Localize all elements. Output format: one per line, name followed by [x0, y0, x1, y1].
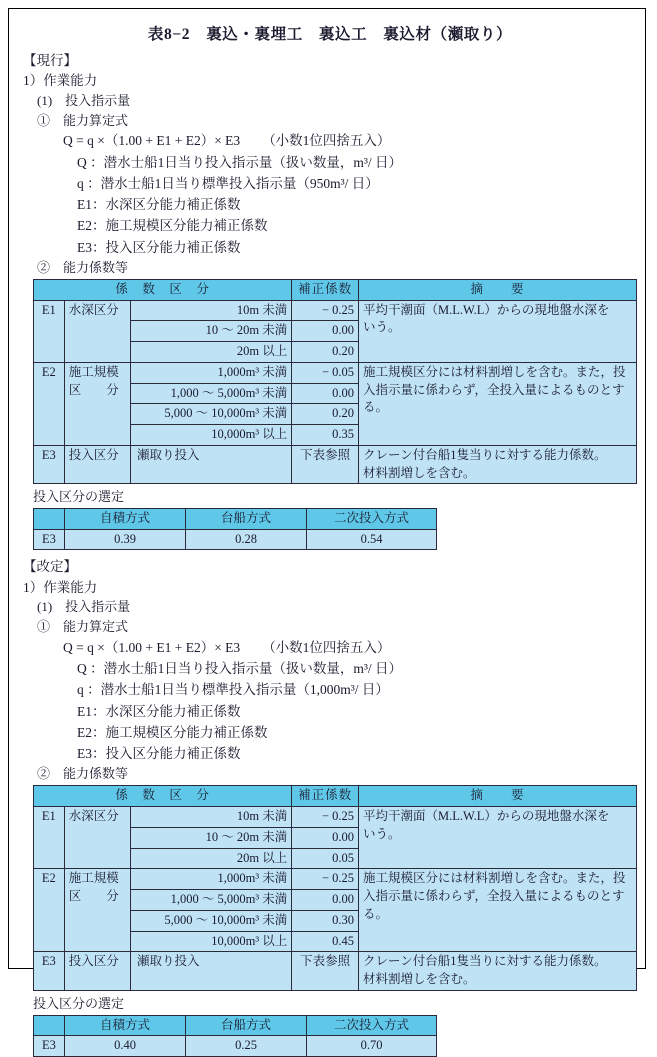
- sel-cell-code: E3: [34, 529, 65, 550]
- sel-cell-code: E3: [34, 1036, 65, 1057]
- cell-value: 0.30: [292, 910, 359, 931]
- cell-value: − 0.25: [292, 807, 359, 828]
- cell-code: E1: [34, 300, 65, 362]
- sel-col-header-barge: 台船方式: [186, 509, 307, 530]
- heading-work-capacity: 1）作業能力: [23, 579, 98, 595]
- cell-value: 0.35: [292, 425, 359, 446]
- sel-col-header-blank: [34, 509, 65, 530]
- sel-col-header-self-loading: 自積方式: [65, 509, 186, 530]
- selection-table: [33, 1015, 437, 1057]
- variable-def-q-lower: q ：潜水士船1日当り標準投入指示量（1,000m³/ 日）: [77, 682, 389, 698]
- remark-line: いう。: [363, 826, 401, 841]
- cell-range: 1,000m³ 未満: [131, 362, 292, 383]
- cell-remarks: [359, 952, 637, 991]
- table-row: [34, 529, 437, 550]
- remark-line: る。: [363, 906, 389, 921]
- coefficient-table: [33, 279, 637, 485]
- section-label: 【現行】: [23, 52, 77, 68]
- table-row: [34, 952, 637, 991]
- cell-range: 瀬取り投入: [131, 952, 292, 991]
- formula-expression: Q = q ×（1.00 + E1 + E2）× E3: [63, 639, 241, 655]
- capacity-formula: [63, 131, 637, 151]
- table-header-row: [34, 1015, 437, 1036]
- remark-line: いう。: [363, 320, 401, 335]
- heading-input-instruction: (1) 投入指示量: [37, 92, 131, 108]
- remark-line: る。: [363, 400, 389, 415]
- table-row: [34, 1036, 437, 1057]
- cell-range: 1,000m³ 未満: [131, 869, 292, 890]
- table-row: [34, 300, 637, 321]
- coefficient-table: [33, 785, 637, 991]
- cell-remarks: [359, 869, 637, 952]
- table-header-row: [34, 279, 637, 300]
- cell-remarks: [359, 445, 637, 484]
- sel-cell-value: 0.40: [65, 1036, 186, 1057]
- col-header-classification: 係 数 区 分: [34, 786, 292, 807]
- cell-value: 下表参照: [292, 952, 359, 991]
- heading-capacity-formula: ① 能力算定式: [37, 112, 129, 128]
- table-row: [34, 362, 637, 383]
- cell-value: 0.00: [292, 383, 359, 404]
- remark-line: 平均干潮面（M.L.W.L）からの現地盤水深を: [363, 809, 610, 824]
- cell-range: 20m 以上: [131, 848, 292, 869]
- formula-rounding-note: （小数1位四捨五入）: [262, 639, 391, 655]
- cell-value: − 0.25: [292, 869, 359, 890]
- cell-value: 0.00: [292, 321, 359, 342]
- cell-range: 10 〜 20m 未満: [131, 827, 292, 848]
- section-revised: [23, 557, 637, 1057]
- remark-line: 施工規模区分には材料割増しを含む。また，投: [363, 364, 626, 379]
- heading-capacity-coefficients: ② 能力係数等: [37, 259, 129, 275]
- col-header-remarks: 摘 要: [359, 279, 637, 300]
- heading-input-instruction: (1) 投入指示量: [37, 599, 131, 615]
- section-current: [23, 51, 637, 551]
- cell-kind: 水深区分: [64, 807, 130, 869]
- cell-range: 5,000 〜 10,000m³ 未満: [131, 910, 292, 931]
- col-header-remarks: 摘 要: [359, 786, 637, 807]
- remark-line: クレーン付台船1隻当りに対する能力係数。: [363, 954, 607, 969]
- formula-expression: Q = q ×（1.00 + E1 + E2）× E3: [63, 133, 241, 149]
- cell-value: 下表参照: [292, 445, 359, 484]
- cell-range: 1,000 〜 5,000m³ 未満: [131, 383, 292, 404]
- cell-code: E3: [34, 445, 65, 484]
- remark-line: クレーン付台船1隻当りに対する能力係数。: [363, 447, 607, 462]
- cell-value: 0.05: [292, 848, 359, 869]
- cell-value: − 0.25: [292, 300, 359, 321]
- kind-line: 施工規模: [68, 871, 119, 886]
- heading-capacity-coefficients: ② 能力係数等: [37, 766, 129, 782]
- formula-rounding-note: （小数1位四捨五入）: [262, 133, 391, 149]
- remark-line: 入指示量に係わらず，全投入量によるものとす: [363, 889, 625, 904]
- table-header-row: [34, 509, 437, 530]
- col-header-correction-factor: 補正係数: [292, 786, 359, 807]
- variable-def-e3: E3：投入区分能力補正係数: [77, 239, 241, 255]
- remark-line: 平均干潮面（M.L.W.L）からの現地盤水深を: [363, 302, 610, 317]
- cell-kind: 投入区分: [64, 952, 130, 991]
- sel-cell-value: 0.28: [186, 529, 307, 550]
- variable-def-e1: E1：水深区分能力補正係数: [77, 197, 241, 213]
- cell-range: 10m 未満: [131, 300, 292, 321]
- cell-value: 0.20: [292, 342, 359, 363]
- cell-value: 0.45: [292, 931, 359, 952]
- sel-col-header-barge: 台船方式: [186, 1015, 307, 1036]
- remark-line: 材料割増しを含む。: [363, 972, 476, 987]
- heading-work-capacity: 1）作業能力: [23, 73, 98, 89]
- cell-range: 20m 以上: [131, 342, 292, 363]
- variable-def-e3: E3：投入区分能力補正係数: [77, 746, 241, 762]
- sel-col-header-secondary: 二次投入方式: [307, 509, 437, 530]
- cell-kind: [64, 362, 130, 445]
- cell-range: 10m 未満: [131, 807, 292, 828]
- table-row: [34, 869, 637, 890]
- cell-range: 1,000 〜 5,000m³ 未満: [131, 890, 292, 911]
- variable-def-e2: E2：施工規模区分能力補正係数: [77, 218, 268, 234]
- remark-line: 入指示量に係わらず，全投入量によるものとす: [363, 382, 625, 397]
- variable-def-e1: E1：水深区分能力補正係数: [77, 703, 241, 719]
- page-title: 表8−2 裏込・裏埋工 裏込工 裏込材（瀬取り）: [147, 26, 513, 43]
- remark-line: 材料割増しを含む。: [363, 465, 476, 480]
- variable-def-q-upper: Q ：潜水士船1日当り投入指示量（扱い数量，m³/ 日）: [77, 661, 403, 677]
- cell-code: E3: [34, 952, 65, 991]
- variable-def-e2: E2：施工規模区分能力補正係数: [77, 724, 268, 740]
- document-page: [8, 8, 646, 1053]
- table-row: [34, 807, 637, 828]
- col-header-correction-factor: 補正係数: [292, 279, 359, 300]
- capacity-formula: [63, 638, 637, 658]
- sel-col-header-blank: [34, 1015, 65, 1036]
- sel-col-header-secondary: 二次投入方式: [307, 1015, 437, 1036]
- sel-cell-value: 0.70: [307, 1036, 437, 1057]
- cell-code: E1: [34, 807, 65, 869]
- cell-code: E2: [34, 869, 65, 952]
- sel-cell-value: 0.54: [307, 529, 437, 550]
- remark-line: 施工規模区分には材料割増しを含む。また，投: [363, 871, 626, 886]
- heading-capacity-formula: ① 能力算定式: [37, 619, 129, 635]
- sel-cell-value: 0.39: [65, 529, 186, 550]
- cell-value: − 0.05: [292, 362, 359, 383]
- cell-kind: 投入区分: [64, 445, 130, 484]
- table-row: [34, 445, 637, 484]
- selection-table: [33, 508, 437, 550]
- cell-remarks: [359, 807, 637, 869]
- cell-range: 10,000m³ 以上: [131, 931, 292, 952]
- cell-remarks: [359, 362, 637, 445]
- selection-table-title: 投入区分の選定: [33, 489, 125, 505]
- variable-def-q-lower: q ：潜水士船1日当り標準投入指示量（950m³/ 日）: [77, 175, 379, 191]
- cell-range: 10 〜 20m 未満: [131, 321, 292, 342]
- kind-line: 区 分: [68, 382, 119, 397]
- kind-line: 施工規模: [68, 364, 119, 379]
- col-header-classification: 係 数 区 分: [34, 279, 292, 300]
- sel-cell-value: 0.25: [186, 1036, 307, 1057]
- cell-range: 瀬取り投入: [131, 445, 292, 484]
- cell-kind: 水深区分: [64, 300, 130, 362]
- cell-range: 10,000m³ 以上: [131, 425, 292, 446]
- sel-col-header-self-loading: 自積方式: [65, 1015, 186, 1036]
- cell-value: 0.00: [292, 827, 359, 848]
- section-label: 【改定】: [23, 559, 77, 575]
- cell-value: 0.20: [292, 404, 359, 425]
- kind-line: 区 分: [68, 889, 119, 904]
- cell-remarks: [359, 300, 637, 362]
- table-header-row: [34, 786, 637, 807]
- selection-table-title: 投入区分の選定: [33, 995, 125, 1011]
- variable-def-q-upper: Q ：潜水士船1日当り投入指示量（扱い数量，m³/ 日）: [77, 154, 403, 170]
- cell-kind: [64, 869, 130, 952]
- cell-range: 5,000 〜 10,000m³ 未満: [131, 404, 292, 425]
- cell-code: E2: [34, 362, 65, 445]
- cell-value: 0.00: [292, 890, 359, 911]
